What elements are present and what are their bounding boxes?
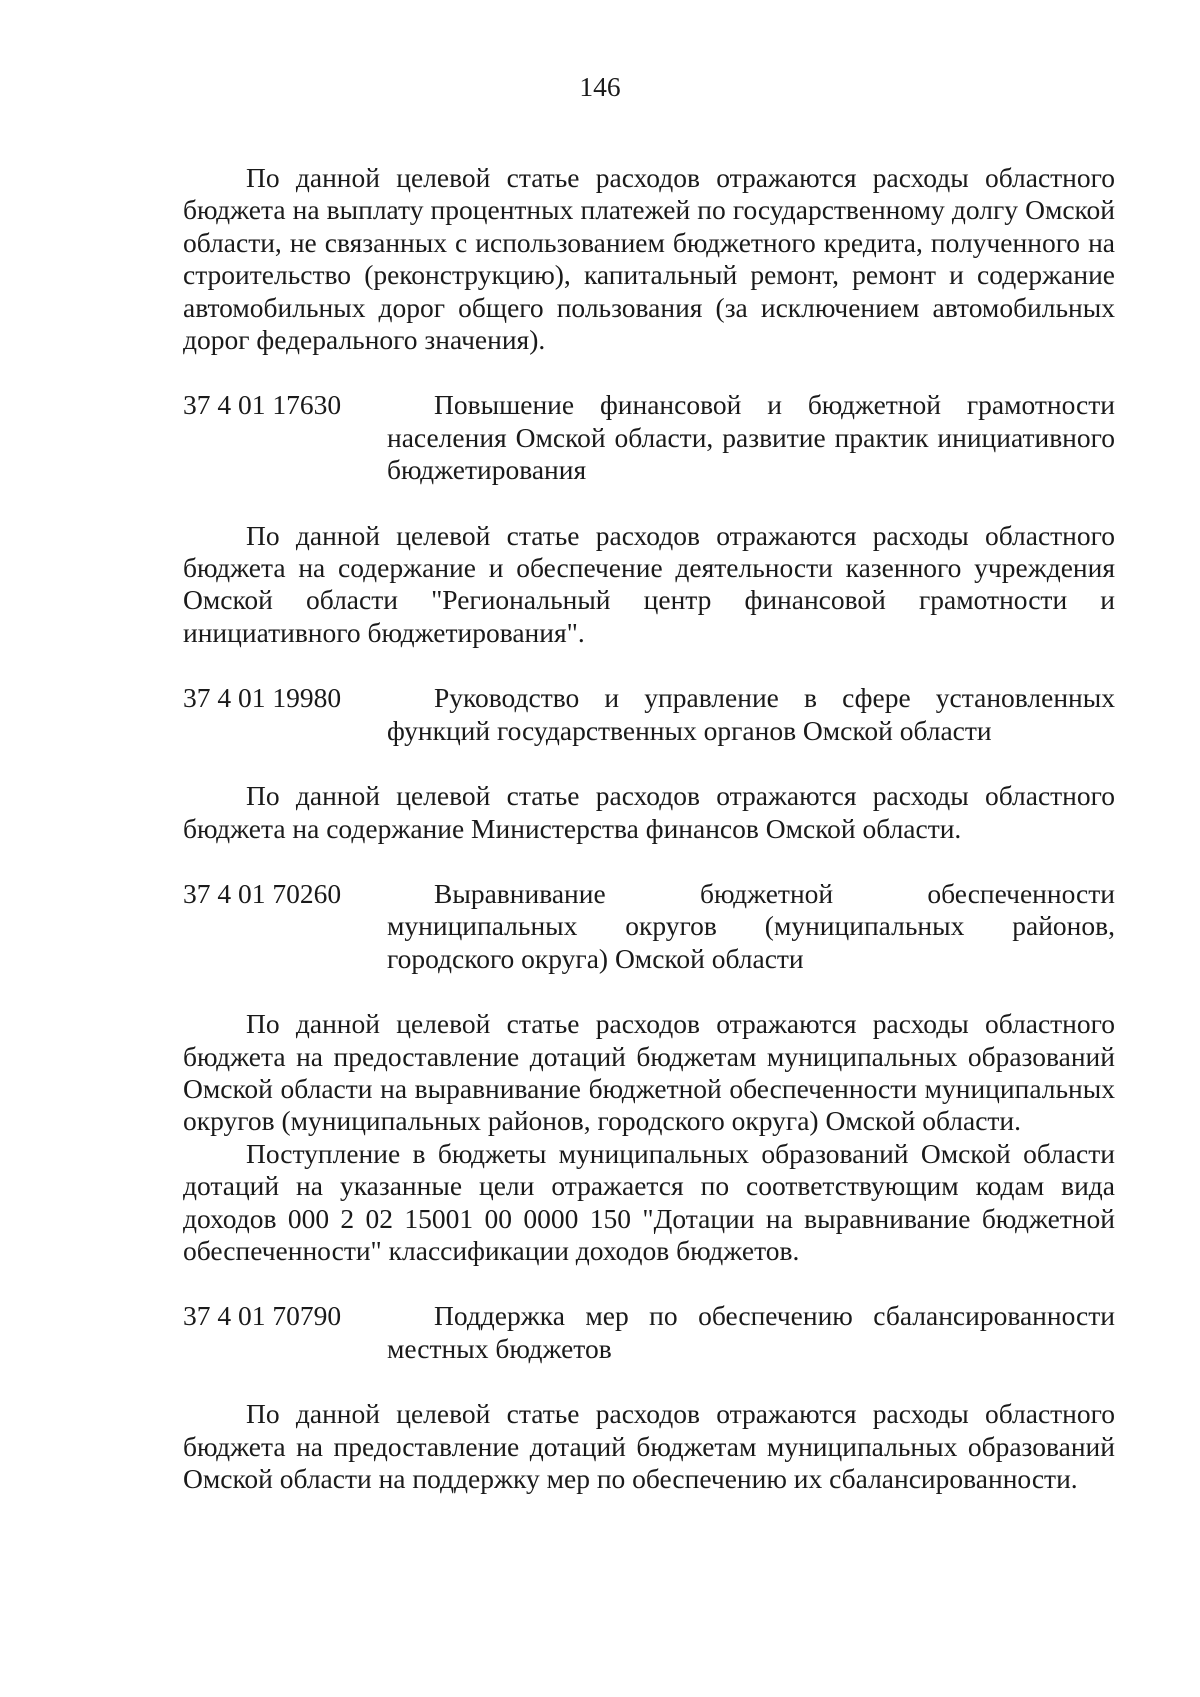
entry-code: 37 4 01 70260 [183,877,342,909]
paragraph-equalization-grants: По данной целевой статье расходов отражаются расходы областного бюджета на предоставление дотаций бюджетам муниципальных образований Омской области на выравнивание бюджетной обеспеченности муниципальных округов (муниципальных районов, городского округа) Омской области. [183,1008,1115,1137]
entry-title: Повышение финансовой и бюджетной грамотности населения Омской области, развитие практик инициативного бюджетирования [387,389,1115,486]
entry-code: 37 4 01 19980 [183,682,342,714]
entry-title: Поддержка мер по обеспечению сбалансированности местных бюджетов [387,1300,1115,1364]
paragraph-balance-support: По данной целевой статье расходов отражаются расходы областного бюджета на предоставление дотаций бюджетам муниципальных образований Омской области на поддержку мер по обеспечению их сбалансированности. [183,1398,1115,1494]
entry-code: 37 4 01 17630 [183,389,342,421]
entry-title: Выравнивание бюджетной обеспеченности муниципальных округов (муниципальных районов, городского округа) Омской области [387,877,1115,974]
entry-code: 37 4 01 70790 [183,1300,342,1332]
paragraph-financial-literacy: По данной целевой статье расходов отражаются расходы областного бюджета на содержание и обеспечение деятельности казенного учреждения Омской области "Региональный центр финансовой грамотности и инициативного бюджетирования". [183,519,1115,648]
paragraph-revenue-codes: Поступление в бюджеты муниципальных образований Омской области дотаций на указанные цели отражается по соответствующим кодам вида доходов 000 2 02 15001 00 0000 150 "Дотации на выравнивание бюджетной обеспеченности" классификации доходов бюджетов. [183,1137,1115,1266]
page-number: 146 [579,71,621,102]
paragraph-interest-payments: По данной целевой статье расходов отражаются расходы областного бюджета на выплату процентных платежей по государственному долгу Омской области, не связанных с использованием бюджетного кредита, полученного на строительство (реконструкцию), капитальный ремонт, ремонт и содержание автомобильных дорог общего пользования (за исключением автомобильных дорог федерального значения). [183,162,1115,356]
entry-title: Руководство и управление в сфере установленных функций государственных органов Омской области [387,682,1115,746]
entry-19980 [183,682,1115,747]
document-body [183,162,1115,1495]
entry-70790 [183,1300,1115,1365]
entry-70260 [183,878,1115,975]
paragraph-ministry-finance: По данной целевой статье расходов отражаются расходы областного бюджета на содержание Министерства финансов Омской области. [183,780,1115,844]
entry-17630 [183,389,1115,486]
